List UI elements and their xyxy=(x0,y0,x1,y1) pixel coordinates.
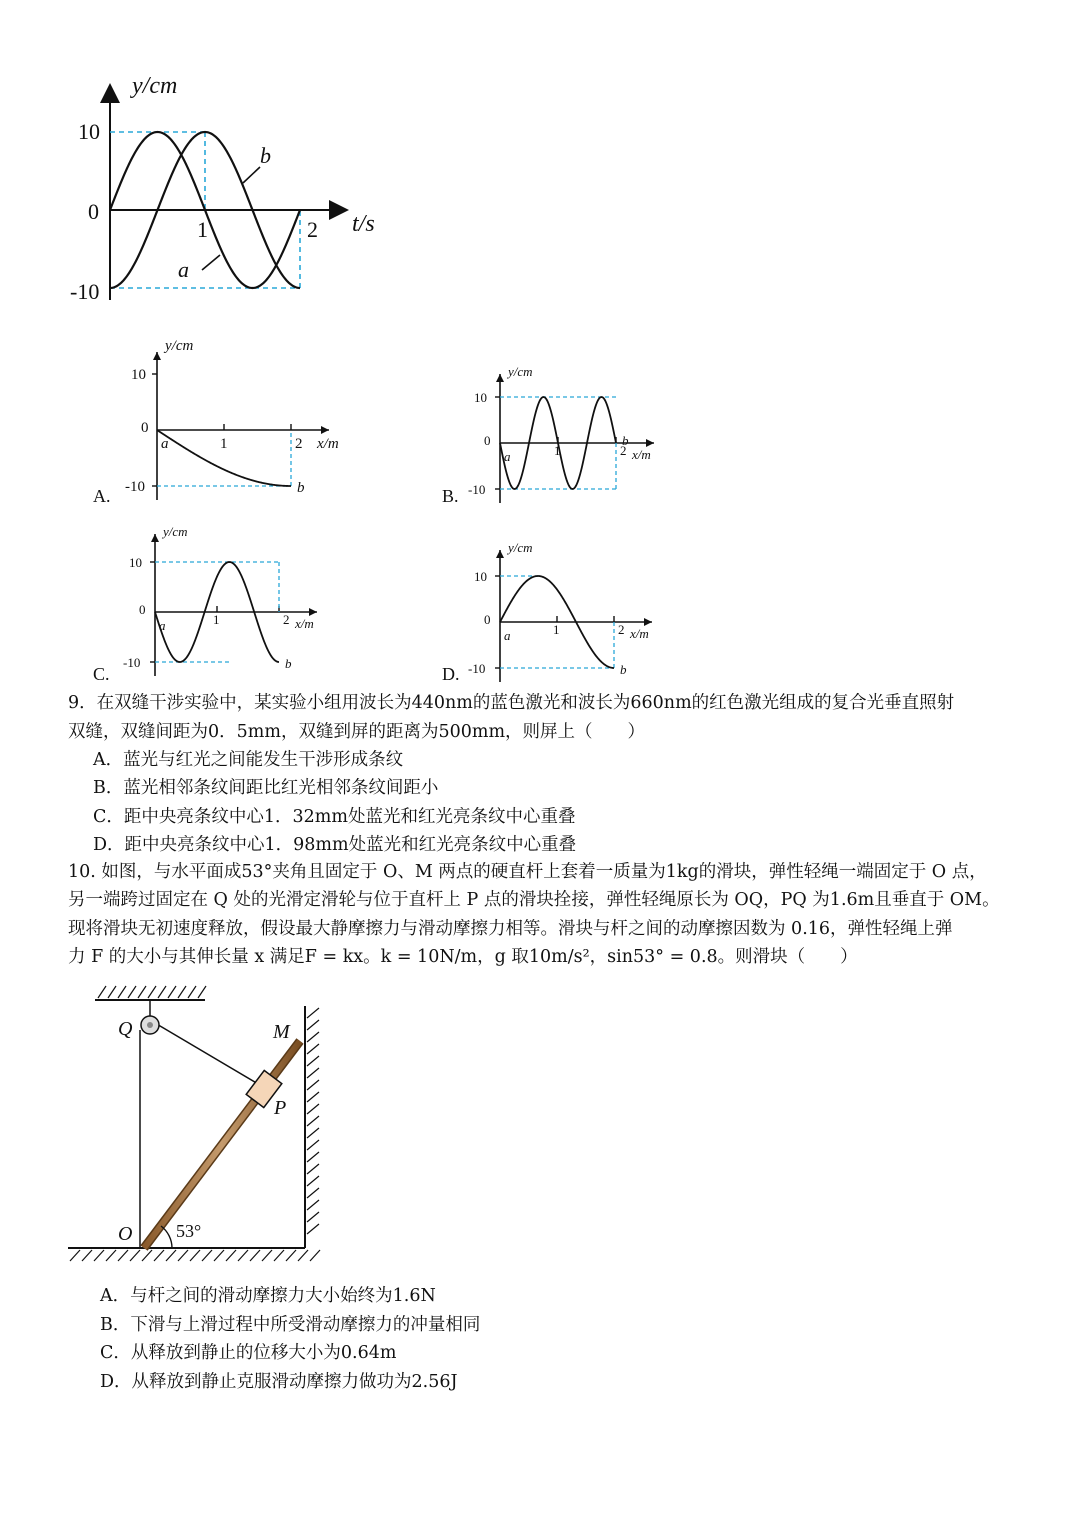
y-axis-label: y/cm xyxy=(165,338,194,354)
y-tick-0: 0 xyxy=(88,199,99,224)
x-arrow xyxy=(646,439,654,447)
label-p: P xyxy=(274,1097,287,1119)
x-tick-1: 1 xyxy=(197,217,208,242)
rope-qp xyxy=(155,1023,265,1088)
x-tick-2: 2 xyxy=(620,443,627,458)
y-tick-neg10: -10 xyxy=(125,479,145,495)
option-b-letter: B. xyxy=(442,486,459,506)
wall-hatch xyxy=(307,1008,319,1234)
x-axis-label: x/m xyxy=(632,447,651,462)
point-b-label: b xyxy=(285,656,292,671)
y-arrow xyxy=(151,534,159,542)
option-d-graph xyxy=(468,540,672,680)
x-arrow xyxy=(644,618,652,626)
option-a-letter: A. xyxy=(93,486,111,506)
x-arrow xyxy=(321,426,329,434)
y-tick-10: 10 xyxy=(131,367,146,383)
q10-option-a[interactable]: A．与杆之间的滑动摩擦力大小始终为1.6N xyxy=(100,1286,436,1306)
x-tick-2: 2 xyxy=(307,217,318,242)
q10-stem-line2: 另一端跨过固定在 Q 处的光滑定滑轮与位于直杆上 P 点的滑块拴接，弹性轻绳原长为 OQ，PQ 为1.6m且垂直于 OM。 xyxy=(68,890,1000,910)
label-m: M xyxy=(273,1021,290,1043)
q10-option-d[interactable]: D．从释放到静止克服滑动摩擦力做功为2.56J xyxy=(100,1372,458,1392)
main-wave-chart xyxy=(60,65,400,315)
option-a-graph xyxy=(125,330,365,500)
x-axis-label: x/m xyxy=(295,616,314,631)
y-tick-neg10: -10 xyxy=(468,661,486,676)
y-tick-10: 10 xyxy=(474,390,487,405)
y-tick-0: 0 xyxy=(141,420,149,436)
point-a-label: a xyxy=(159,618,166,633)
curve-b-label: b xyxy=(260,143,271,168)
point-a-label: a xyxy=(504,449,511,464)
y-tick-10: 10 xyxy=(474,569,487,584)
point-b-label: b xyxy=(622,433,629,448)
x-tick-2: 2 xyxy=(295,436,303,452)
x-axis-label: x/m xyxy=(630,626,649,641)
y-tick-0: 0 xyxy=(484,612,491,627)
y-axis-label: y/cm xyxy=(132,73,178,99)
q9-option-c[interactable]: C．距中央亮条纹中心1．32mm处蓝光和红光亮条纹中心重叠 xyxy=(93,807,576,827)
q9-option-a[interactable]: A．蓝光与红光之间能发生干涉形成条纹 xyxy=(93,750,404,770)
y-tick-neg10: -10 xyxy=(123,655,141,670)
x-tick-1: 1 xyxy=(553,622,560,637)
point-b-label: b xyxy=(620,662,627,677)
y-arrow xyxy=(496,374,504,382)
option-c-graph xyxy=(125,520,345,680)
q10-stem-line3: 现将滑块无初速度释放，假设最大静摩擦力与滑动摩擦力相等。滑块与杆之间的动摩擦因数为 0.16，弹性轻绳上弹 xyxy=(68,919,953,939)
point-b-label: b xyxy=(297,480,305,496)
option-c-letter: C. xyxy=(93,664,110,684)
x-axis-label: t/s xyxy=(352,211,375,237)
q10-figure xyxy=(60,978,340,1268)
x-tick-1: 1 xyxy=(213,612,220,627)
x-tick-2: 2 xyxy=(618,622,625,637)
q9-option-b[interactable]: B．蓝光相邻条纹间距比红光相邻条纹间距小 xyxy=(93,778,439,798)
y-tick-neg10: -10 xyxy=(70,279,100,304)
x-axis-label: x/m xyxy=(317,436,339,452)
q10-stem-line1: 10. 如图，与水平面成53°夹角且固定于 O、M 两点的硬直杆上套着一质量为1kg的滑块，弹性轻绳一端固定于 O 点， xyxy=(68,862,987,882)
q10-option-b[interactable]: B．下滑与上滑过程中所受滑动摩擦力的冲量相同 xyxy=(100,1315,481,1335)
label-angle: 53° xyxy=(176,1221,202,1241)
x-tick-2: 2 xyxy=(283,612,290,627)
y-axis-label: y/cm xyxy=(508,540,533,555)
option-b-graph xyxy=(468,360,672,500)
x-tick-1: 1 xyxy=(220,436,228,452)
q9-stem-line2: 双缝，双缝间距为0．5mm，双缝到屏的距离为500mm，则屏上（ ） xyxy=(68,722,646,742)
q10-option-c[interactable]: C．从释放到静止的位移大小为0.64m xyxy=(100,1343,397,1363)
curve-a-label: a xyxy=(178,257,189,282)
y-tick-10: 10 xyxy=(78,119,100,144)
y-arrow xyxy=(153,352,161,360)
y-tick-0: 0 xyxy=(484,433,491,448)
label-q: Q xyxy=(118,1018,133,1040)
q9-option-d[interactable]: D．距中央亮条纹中心1．98mm处蓝光和红光亮条纹中心重叠 xyxy=(93,835,577,855)
label-o: O xyxy=(118,1223,133,1245)
x-tick-1: 1 xyxy=(554,443,561,458)
y-tick-neg10: -10 xyxy=(468,482,486,497)
y-tick-10: 10 xyxy=(129,555,142,570)
point-a-label: a xyxy=(161,436,169,452)
floor-hatch xyxy=(70,1250,320,1261)
q10-stem-line4: 力 F 的大小与其伸长量 x 满足F = kx。k = 10N/m，g 取10m/s²，sin53° = 0.8。则滑块（ ） xyxy=(68,947,858,967)
y-axis-label: y/cm xyxy=(163,524,188,539)
option-d-letter: D. xyxy=(442,664,460,684)
y-arrow xyxy=(496,550,504,558)
point-a-label: a xyxy=(504,628,511,643)
y-axis-label: y/cm xyxy=(508,364,533,379)
x-arrow xyxy=(309,608,317,616)
q9-stem-line1: 9．在双缝干涉实验中，某实验小组用波长为440nm的蓝色激光和波长为660nm的红色激光组成的复合光垂直照射 xyxy=(68,693,955,713)
y-tick-0: 0 xyxy=(139,602,146,617)
ceiling-hatch xyxy=(98,986,206,998)
